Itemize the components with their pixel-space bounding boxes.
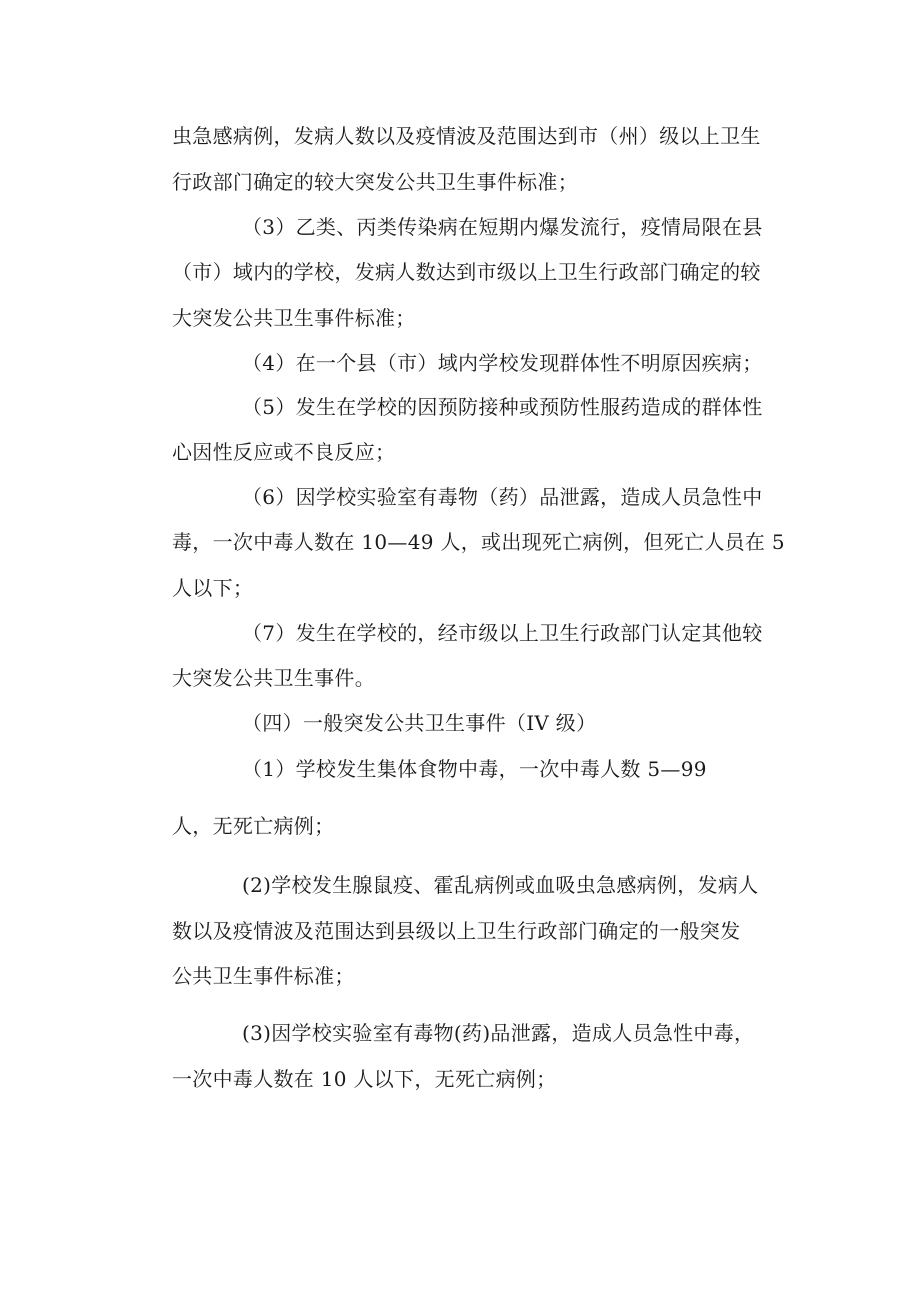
text-line: （四）一般突发公共卫生事件（IV 级） xyxy=(242,711,597,735)
text-line: （3）乙类、丙类传染病在短期内爆发流行，疫情局限在县 xyxy=(242,215,763,239)
text-line: （1）学校发生集体食物中毒，一次中毒人数 5—99 xyxy=(242,757,707,781)
text-line: （6）因学校实验室有毒物（药）品泄露，造成人员急性中 xyxy=(242,485,763,509)
text-line: 大突发公共卫生事件标准； xyxy=(172,306,416,330)
text-line: 虫急感病例，发病人数以及疫情波及范围达到市（州）级以上卫生 xyxy=(172,124,761,148)
text-line: (2)学校发生腺鼠疫、霍乱病例或血吸虫急感病例，发病人 xyxy=(242,873,759,897)
text-line: 心因性反应或不良反应； xyxy=(172,440,396,464)
text-line: （4）在一个县（市）域内学校发现群体性不明原因疾病； xyxy=(242,351,763,375)
text-line: （7）发生在学校的，经市级以上卫生行政部门认定其他较 xyxy=(242,621,763,645)
text-line: 公共卫生事件标准； xyxy=(172,964,355,988)
text-line: （市）域内的学校，发病人数达到市级以上卫生行政部门确定的较 xyxy=(172,260,761,284)
text-line: （5）发生在学校的因预防接种或预防性服药造成的群体性 xyxy=(242,395,763,419)
text-line: 行政部门确定的较大突发公共卫生事件标准； xyxy=(172,170,578,194)
text-line: 毒，一次中毒人数在 10—49 人，或出现死亡病例，但死亡人员在 5 xyxy=(172,530,785,554)
text-line: 大突发公共卫生事件。 xyxy=(172,666,375,690)
text-line: 人以下； xyxy=(172,576,254,600)
text-line: 人，无死亡病例； xyxy=(172,814,335,838)
text-line: 一次中毒人数在 10 人以下，无死亡病例； xyxy=(172,1067,557,1091)
text-line: 数以及疫情波及范围达到县级以上卫生行政部门确定的一般突发 xyxy=(172,919,741,943)
text-line: (3)因学校实验室有毒物(药)品泄露，造成人员急性中毒， xyxy=(242,1021,755,1045)
